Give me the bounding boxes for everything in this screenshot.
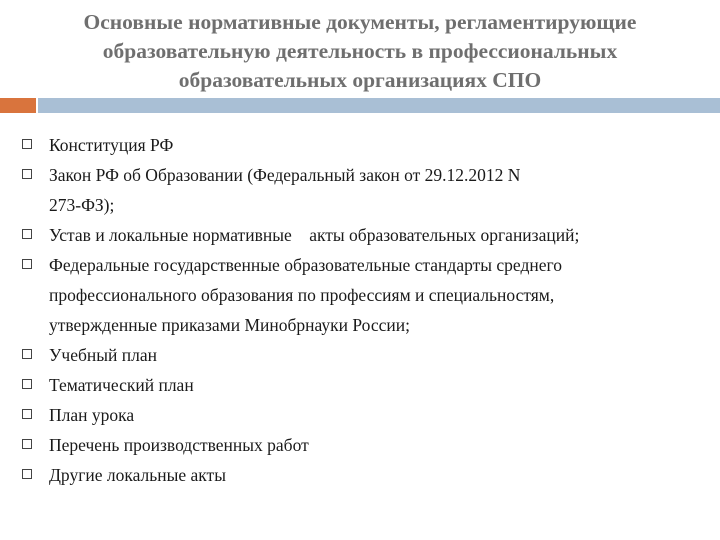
- list-item-work-list: [20, 430, 710, 460]
- list-item-text: Тематический план: [49, 375, 194, 395]
- divider-bar: [38, 98, 720, 113]
- title-divider: [0, 98, 720, 113]
- list-item-thematic-plan: [20, 370, 710, 400]
- list-item-text: Федеральные государственные образовательные стандарты среднего: [49, 255, 562, 275]
- list-item-text: Перечень производственных работ: [49, 435, 309, 455]
- divider-accent-block: [0, 98, 36, 113]
- title-line-2: образовательную деятельность в профессиональных: [102, 39, 618, 63]
- slide-title: [40, 8, 680, 95]
- title-line-3: образовательных организациях СПО: [178, 68, 542, 92]
- square-bullet-icon: [22, 439, 32, 449]
- list-item-other-acts: [20, 460, 710, 490]
- square-bullet-icon: [22, 139, 32, 149]
- document-list: [20, 130, 710, 490]
- list-item-text: План урока: [49, 405, 135, 425]
- square-bullet-icon: [22, 469, 32, 479]
- square-bullet-icon: [22, 259, 32, 269]
- list-item-text: Учебный план: [49, 345, 157, 365]
- list-item-text: Закон РФ об Образовании (Федеральный закон от 29.12.2012 N: [49, 165, 521, 185]
- title-line-1: Основные нормативные документы, регламентирующие: [83, 10, 637, 34]
- list-item-curriculum: [20, 340, 710, 370]
- list-item-text: 273-ФЗ);: [49, 195, 115, 215]
- list-item-text: утвержденные приказами Минобрнауки России;: [49, 315, 410, 335]
- list-item-text: Другие локальные акты: [49, 465, 226, 485]
- list-item-standards: [20, 250, 710, 340]
- list-item-text: профессионального образования по профессиям и специальностям,: [49, 285, 555, 305]
- square-bullet-icon: [22, 379, 32, 389]
- list-item-education-law: [20, 160, 710, 220]
- list-item-text: Устав и локальные нормативные акты образовательных организаций;: [49, 225, 580, 245]
- square-bullet-icon: [22, 169, 32, 179]
- square-bullet-icon: [22, 409, 32, 419]
- list-item-text: Конституция РФ: [49, 135, 174, 155]
- square-bullet-icon: [22, 229, 32, 239]
- list-item-constitution: [20, 130, 710, 160]
- square-bullet-icon: [22, 349, 32, 359]
- list-item-lesson-plan: [20, 400, 710, 430]
- list-item-charter: [20, 220, 710, 250]
